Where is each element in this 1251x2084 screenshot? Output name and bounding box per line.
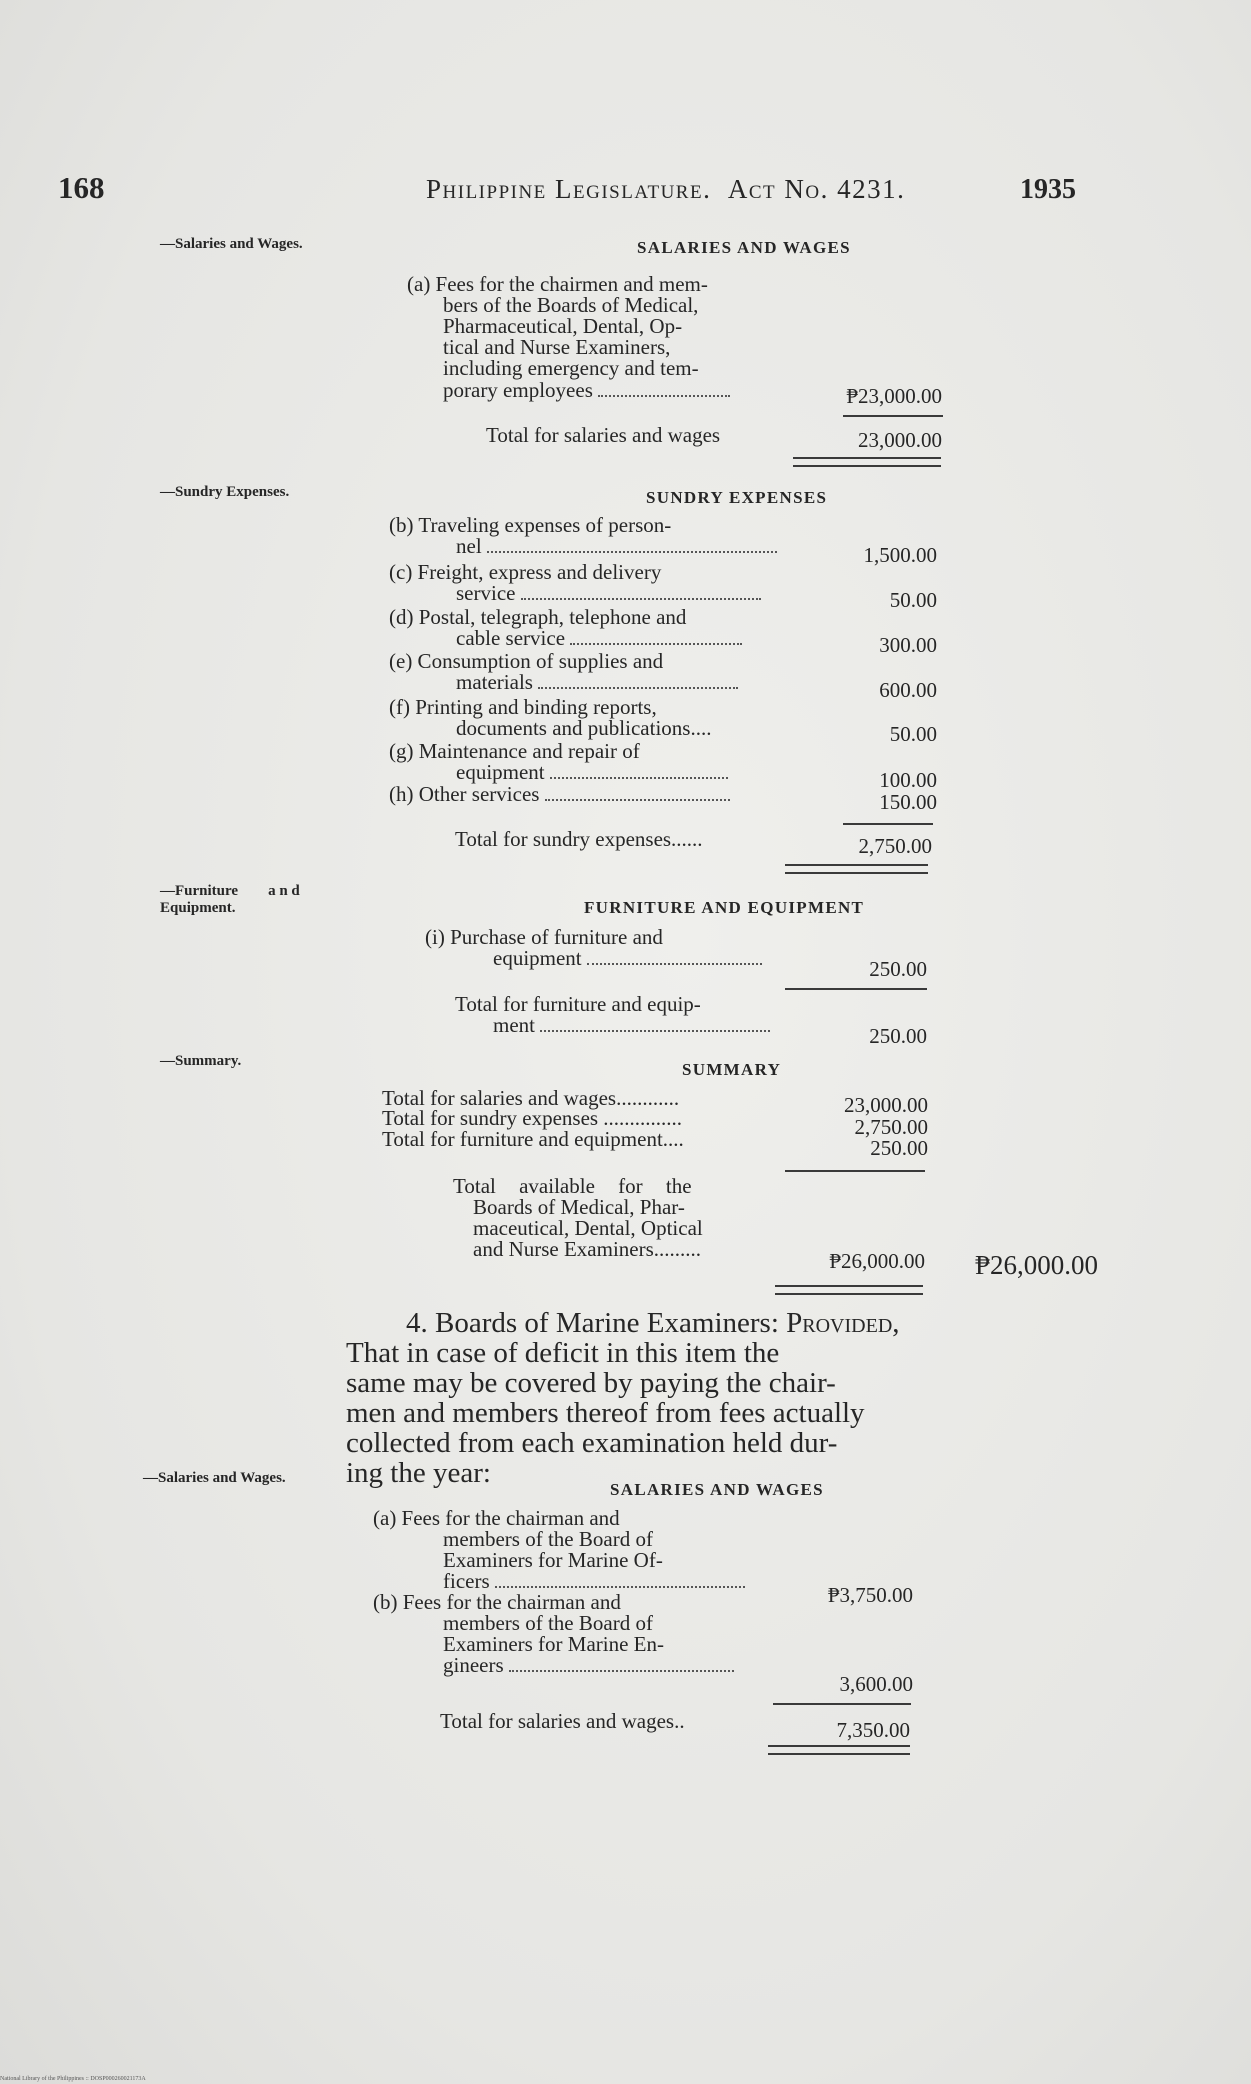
item-i-line1: (i) Purchase of furniture and — [425, 925, 663, 949]
item-a-line4: tical and Nurse Examiners, — [443, 335, 671, 359]
heading-sundry-expenses: SUNDRY EXPENSES — [646, 488, 828, 507]
item-d-line2: cable service — [456, 628, 742, 649]
item-a-line6: porary employees — [443, 380, 730, 401]
scan-footer: National Library of the Philippines :: DOSP000260021173A — [0, 2076, 146, 2082]
item-c-amount: 50.00 — [889, 588, 937, 612]
heading-marine-salaries: SALARIES AND WAGES — [610, 1480, 824, 1499]
marine-item-a-line4: ficers — [443, 1571, 745, 1592]
margin-note-furniture: —Furniture a n d — [160, 883, 300, 899]
marine-total-amount: 7,350.00 — [836, 1718, 910, 1742]
page-number: 168 — [58, 170, 105, 205]
running-head-act: Act No. 4231. — [727, 174, 906, 204]
marine-item-b-line4: gineers — [443, 1655, 734, 1676]
margin-note-sundry: —Sundry Expenses. — [160, 484, 290, 500]
summary-amount-furniture: 250.00 — [870, 1136, 928, 1160]
total-furniture-line2: ment — [493, 1015, 770, 1036]
item-e-amount: 600.00 — [879, 678, 937, 702]
item-d-line1: (d) Postal, telegraph, telephone and — [389, 605, 687, 629]
marine-item-b-line1: (b) Fees for the chairman and — [373, 1590, 621, 1614]
summary-amount-salaries: 23,000.00 — [844, 1093, 928, 1117]
margin-note-salaries-marine: —Salaries and Wages. — [143, 1470, 286, 1486]
item-b-line2: nel — [456, 536, 777, 557]
item-a-amount: ₱23,000.00 — [846, 384, 942, 408]
total-furniture-line1: Total for furniture and equip- — [455, 992, 701, 1016]
total-salaries-amount: 23,000.00 — [858, 428, 942, 452]
item-a-line3: Pharmaceutical, Dental, Op- — [443, 314, 683, 338]
item-b-amount: 1,500.00 — [863, 543, 937, 567]
marine-item-b-line2: members of the Board of — [443, 1611, 653, 1635]
item-h-line1: (h) Other services — [389, 784, 730, 805]
rule — [843, 823, 933, 825]
item-g-amount: 100.00 — [879, 768, 937, 792]
marine-total-label: Total for salaries and wages.. — [440, 1709, 685, 1733]
double-rule — [775, 1285, 923, 1295]
page-year: 1935 — [1020, 174, 1076, 205]
item-f-line1: (f) Printing and binding reports, — [389, 695, 657, 719]
summary-row-furniture: Total for furniture and equipment.... — [382, 1127, 684, 1151]
double-rule — [768, 1745, 910, 1755]
summary-total-line3: maceutical, Dental, Optical — [473, 1216, 703, 1240]
item-b-line1: (b) Traveling expenses of person- — [389, 513, 672, 537]
total-sundry-amount: 2,750.00 — [858, 834, 932, 858]
item-g-line1: (g) Maintenance and repair of — [389, 739, 640, 763]
summary-total-line4: and Nurse Examiners......... — [473, 1237, 702, 1261]
running-head — [426, 174, 905, 205]
running-head-title: Philippine Legislature. — [426, 174, 712, 204]
marine-item-b-amount: 3,600.00 — [839, 1672, 913, 1696]
heading-summary: SUMMARY — [682, 1060, 782, 1079]
summary-total-line2: Boards of Medical, Phar- — [473, 1195, 685, 1219]
rule — [785, 1170, 925, 1172]
margin-note-summary: —Summary. — [160, 1053, 242, 1069]
summary-total-amount: ₱26,000.00 — [829, 1249, 925, 1273]
total-sundry-label: Total for sundry expenses...... — [455, 827, 703, 851]
margin-note-salaries: —Salaries and Wages. — [160, 236, 303, 252]
item-a-line1: (a) Fees for the chairmen and mem- — [407, 272, 708, 296]
rule — [785, 988, 927, 990]
rule — [773, 1703, 911, 1705]
marine-item-a-line2: members of the Board of — [443, 1527, 653, 1551]
marine-item-a-line3: Examiners for Marine Of- — [443, 1548, 663, 1572]
item-i-line2: equipment — [493, 948, 762, 969]
item-a-line5: including emergency and tem- — [443, 356, 699, 380]
summary-outer-amount: ₱26,000.00 — [975, 1250, 1099, 1280]
summary-total-line1: Total available for the — [453, 1174, 692, 1198]
marine-item-b-line3: Examiners for Marine En- — [443, 1632, 665, 1656]
marine-item-a-amount: ₱3,750.00 — [827, 1583, 913, 1607]
rule — [843, 415, 943, 417]
item-f-amount: 50.00 — [889, 722, 937, 746]
total-salaries-label: Total for salaries and wages — [486, 423, 721, 447]
item-a-line2: bers of the Boards of Medical, — [443, 293, 699, 317]
paragraph-marine-examiners: 4. Boards of Marine Examiners: Provided, That in case of deficit in this item the same may be covered by paying the chair- men and members thereof from fees actually collected from each examination held dur- ing the year: — [346, 1307, 900, 1489]
total-furniture-amount: 250.00 — [869, 1024, 927, 1048]
item-i-amount: 250.00 — [869, 957, 927, 981]
summary-row-sundry: Total for sundry expenses ............... — [382, 1106, 683, 1130]
item-f-line2: documents and publications.... — [456, 716, 712, 740]
item-h-amount: 150.00 — [879, 790, 937, 814]
margin-note-equipment: Equipment. — [160, 900, 236, 916]
item-g-line2: equipment — [456, 762, 728, 783]
heading-salaries-wages: SALARIES AND WAGES — [637, 238, 851, 257]
double-rule — [793, 457, 941, 467]
item-e-line2: materials — [456, 672, 738, 693]
item-c-line1: (c) Freight, express and delivery — [389, 560, 662, 584]
summary-row-salaries: Total for salaries and wages............ — [382, 1086, 680, 1110]
marine-item-a-line1: (a) Fees for the chairman and — [373, 1506, 620, 1530]
double-rule — [785, 864, 928, 874]
item-e-line1: (e) Consumption of supplies and — [389, 649, 664, 673]
heading-furniture-equipment: FURNITURE AND EQUIPMENT — [584, 898, 865, 917]
item-d-amount: 300.00 — [879, 633, 937, 657]
summary-amount-sundry: 2,750.00 — [854, 1115, 928, 1139]
item-c-line2: service — [456, 583, 761, 604]
